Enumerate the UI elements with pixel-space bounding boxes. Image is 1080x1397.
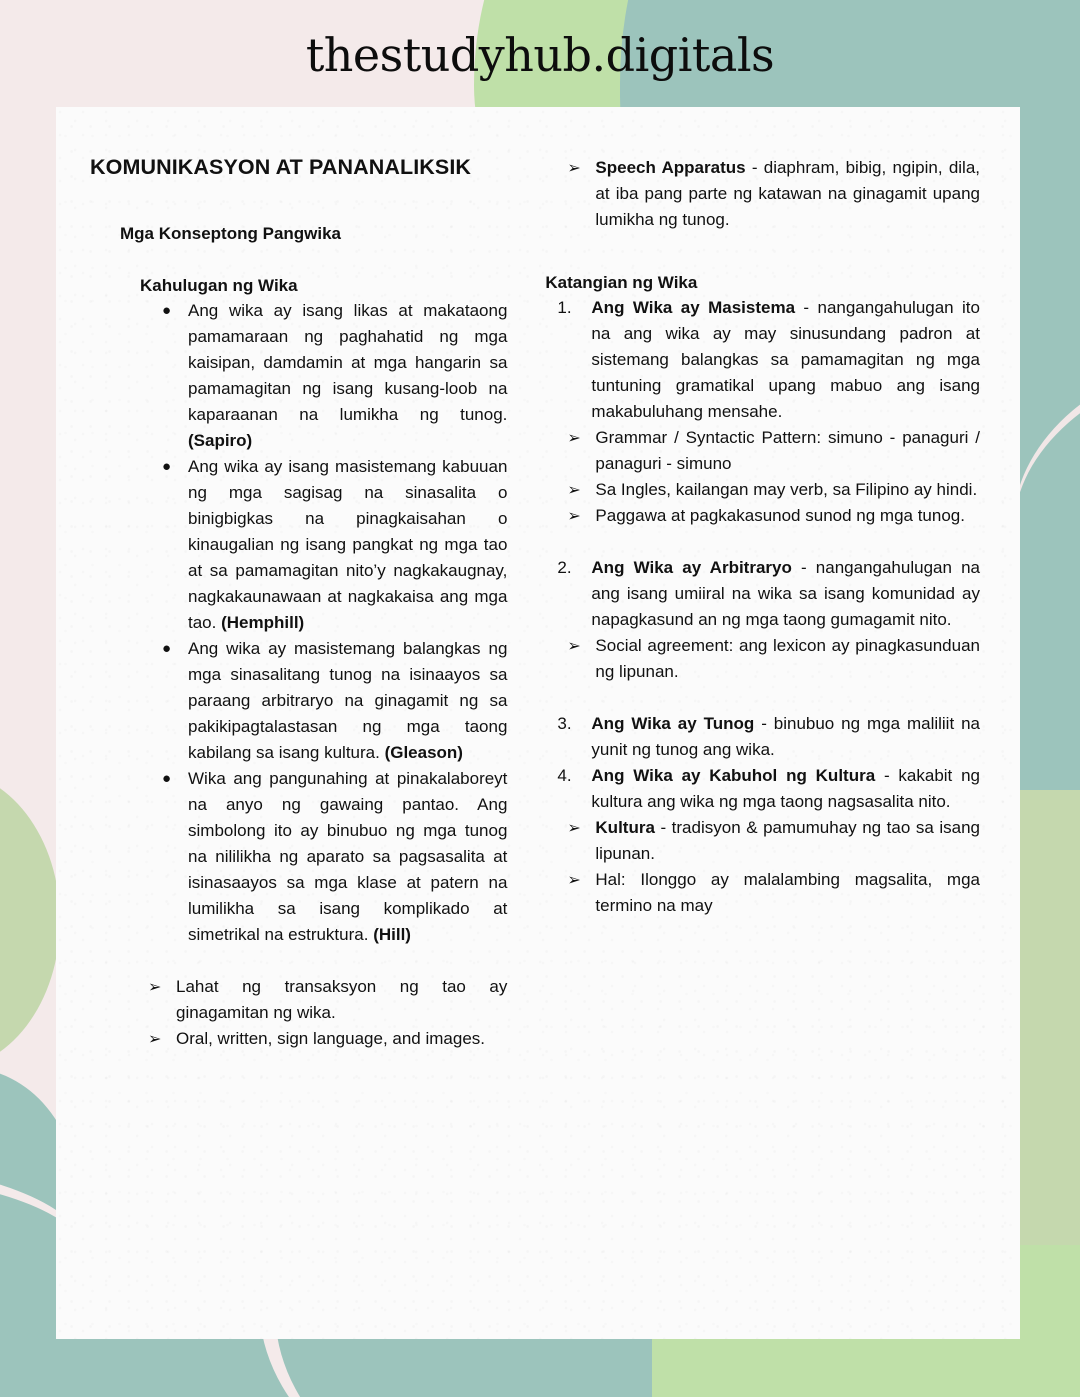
note-text bbox=[595, 815, 980, 867]
bullet-arrow-icon: ➢ bbox=[148, 977, 162, 996]
characteristic-text bbox=[591, 555, 980, 633]
definition-list bbox=[162, 298, 507, 948]
term-lead: Kultura bbox=[595, 818, 655, 837]
list-item bbox=[557, 711, 980, 763]
definition-source: (Hemphill) bbox=[221, 613, 305, 632]
left-notes-list bbox=[148, 974, 507, 1052]
bullet-dot-icon: ● bbox=[162, 302, 172, 319]
term-lead: Ang Wika ay Masistema bbox=[591, 298, 796, 317]
spacer bbox=[545, 529, 980, 555]
term-lead: Ang Wika ay Arbitraryo bbox=[591, 558, 792, 577]
term-lead: Ang Wika ay Kabuhol ng Kultura bbox=[591, 766, 876, 785]
term-body: - binubuo ng mga maliliit na yunit ng tunog ang wika. bbox=[591, 714, 981, 759]
note-text: Sa Ingles, kailangan may verb, sa Filipino ay hindi. bbox=[595, 480, 978, 499]
definition-text bbox=[188, 298, 507, 454]
definition-body: Wika ang pangunahing at pinakalaboreyt na anyo ng gawaing pantao. Ang simbolong ito ay binubuo ng mga tunog na nililikha ng aparato sa pagsasalita at isinasaayos sa mga klase at patern na lumilikha sa isang komplikado at simetrikal na estruktura. bbox=[188, 769, 508, 944]
note-text: Lahat ng transaksyon ng tao ay ginagamitan ng wika. bbox=[176, 977, 508, 1022]
definition-text bbox=[188, 636, 507, 766]
list-item bbox=[567, 477, 980, 503]
list-item bbox=[148, 974, 507, 1026]
katangian-heading: Katangian ng Wika bbox=[545, 273, 698, 292]
definition-body: Ang wika ay isang likas at makataong pamamaraan ng paghahatid ng mga kaisipan, damdamin at mga hangarin sa pamamagitan ng isang kusang-loob na kaparaanan na lumikha ng tunog. bbox=[188, 301, 508, 424]
bullet-arrow-icon: ➢ bbox=[148, 1029, 162, 1048]
section-heading: Mga Konseptong Pangwika bbox=[120, 224, 342, 243]
characteristics-list-2 bbox=[557, 555, 980, 633]
list-number: 3. bbox=[557, 714, 572, 733]
definition-source: (Sapiro) bbox=[188, 431, 253, 450]
list-item bbox=[557, 295, 980, 425]
term-lead: Ang Wika ay Tunog bbox=[591, 714, 755, 733]
note-text: Oral, written, sign language, and images. bbox=[176, 1029, 486, 1048]
bullet-arrow-icon: ➢ bbox=[567, 870, 581, 889]
note-text: Hal: Ilonggo ay malalambing magsalita, mga termino na may bbox=[595, 870, 980, 915]
list-number: 2. bbox=[557, 558, 572, 577]
note-content bbox=[56, 107, 1020, 1339]
right-column bbox=[545, 155, 980, 1309]
left-column bbox=[72, 155, 507, 1309]
definition-source: (Hill) bbox=[373, 925, 411, 944]
definition-body: Ang wika ay isang masistemang kabuuan ng mga sagisag na sinasalita o binigbigkas na pinagkaisahan o kinaugalian ng isang pangkat ng mga tao at sa pamamagitan nito’y nagkakaugnay, nagkakaunawaan at nagkakaisa ang mga tao. bbox=[188, 457, 508, 632]
list-item bbox=[567, 633, 980, 685]
list-item bbox=[162, 636, 507, 766]
definition-source: (Gleason) bbox=[384, 743, 463, 762]
bullet-arrow-icon: ➢ bbox=[567, 480, 581, 499]
characteristics-list-3-4 bbox=[557, 711, 980, 815]
term-body: - kakabit ng kultura ang wika ng mga taong nagsasalita nito. bbox=[591, 766, 980, 811]
note-text: Grammar / Syntactic Pattern: simuno - panaguri / panaguri - simuno bbox=[595, 428, 980, 473]
bullet-dot-icon: ● bbox=[162, 770, 172, 787]
notes-after-4 bbox=[567, 815, 980, 919]
bullet-arrow-icon: ➢ bbox=[567, 818, 581, 837]
notes-after-1 bbox=[567, 425, 980, 529]
brand-wordmark: thestudyhub.digitals bbox=[305, 28, 775, 82]
list-item bbox=[148, 1026, 507, 1052]
spacer bbox=[545, 233, 980, 273]
subsection-heading-kahulugan: Kahulugan ng Wika bbox=[140, 276, 298, 295]
characteristic-text bbox=[591, 711, 980, 763]
term-body: - diaphram, bibig, ngipin, dila, at iba pang parte ng katawan na ginagamit upang lumikha ng tunog. bbox=[595, 158, 981, 229]
note-text: Paggawa at pagkakasunod sunod ng mga tunog. bbox=[595, 506, 965, 525]
list-item bbox=[567, 815, 980, 867]
speech-apparatus-text bbox=[595, 155, 980, 233]
list-item bbox=[557, 763, 980, 815]
bullet-dot-icon: ● bbox=[162, 640, 172, 657]
definition-text bbox=[188, 454, 507, 636]
list-item bbox=[557, 555, 980, 633]
characteristics-list-1 bbox=[557, 295, 980, 425]
definition-text bbox=[188, 766, 507, 948]
bullet-arrow-icon: ➢ bbox=[567, 636, 581, 655]
term-lead: Speech Apparatus bbox=[595, 158, 746, 177]
spacer bbox=[545, 685, 980, 711]
bullet-dot-icon: ● bbox=[162, 458, 172, 475]
note-text: Social agreement: ang lexicon ay pinagkasunduan ng lipunan. bbox=[595, 636, 980, 681]
term-body: - tradisyon & pamumuhay ng tao sa isang lipunan. bbox=[595, 818, 980, 863]
term-body: - nangangahulugan na ang isang umiiral na wika sa isang komunidad ay napagkasund an ng mga taong gumagamit nito. bbox=[591, 558, 980, 629]
bullet-arrow-icon: ➢ bbox=[567, 428, 581, 447]
speech-apparatus-list bbox=[567, 155, 980, 233]
page-title: KOMUNIKASYON AT PANANALIKSIK bbox=[90, 155, 472, 179]
green-blob-left-edge bbox=[0, 770, 60, 1070]
list-number: 1. bbox=[557, 298, 572, 317]
characteristic-text bbox=[591, 763, 980, 815]
list-item bbox=[162, 766, 507, 948]
bullet-arrow-icon: ➢ bbox=[567, 506, 581, 525]
definition-body: Ang wika ay masistemang balangkas ng mga sinasalitang tunog na isinaayos sa paraang arbitraryo na ginagamit ng sa pakikipagtalastasan ng mga taong kabilang sa isang kultura. bbox=[188, 639, 508, 762]
list-item bbox=[162, 298, 507, 454]
list-item bbox=[567, 867, 980, 919]
term-body: - nangangahulugan ito na ang wika ay may sinusundang padron at sistemang balangkas sa pamamagitan ng mga tuntuning gramatikal upang mabuo ang isang makabuluhang mensahe. bbox=[591, 298, 980, 421]
list-item bbox=[567, 425, 980, 477]
characteristic-text bbox=[591, 295, 980, 425]
list-item bbox=[162, 454, 507, 636]
list-item bbox=[567, 503, 980, 529]
bullet-arrow-icon: ➢ bbox=[567, 158, 581, 177]
list-number: 4. bbox=[557, 766, 572, 785]
list-item bbox=[567, 155, 980, 233]
notes-after-2 bbox=[567, 633, 980, 685]
